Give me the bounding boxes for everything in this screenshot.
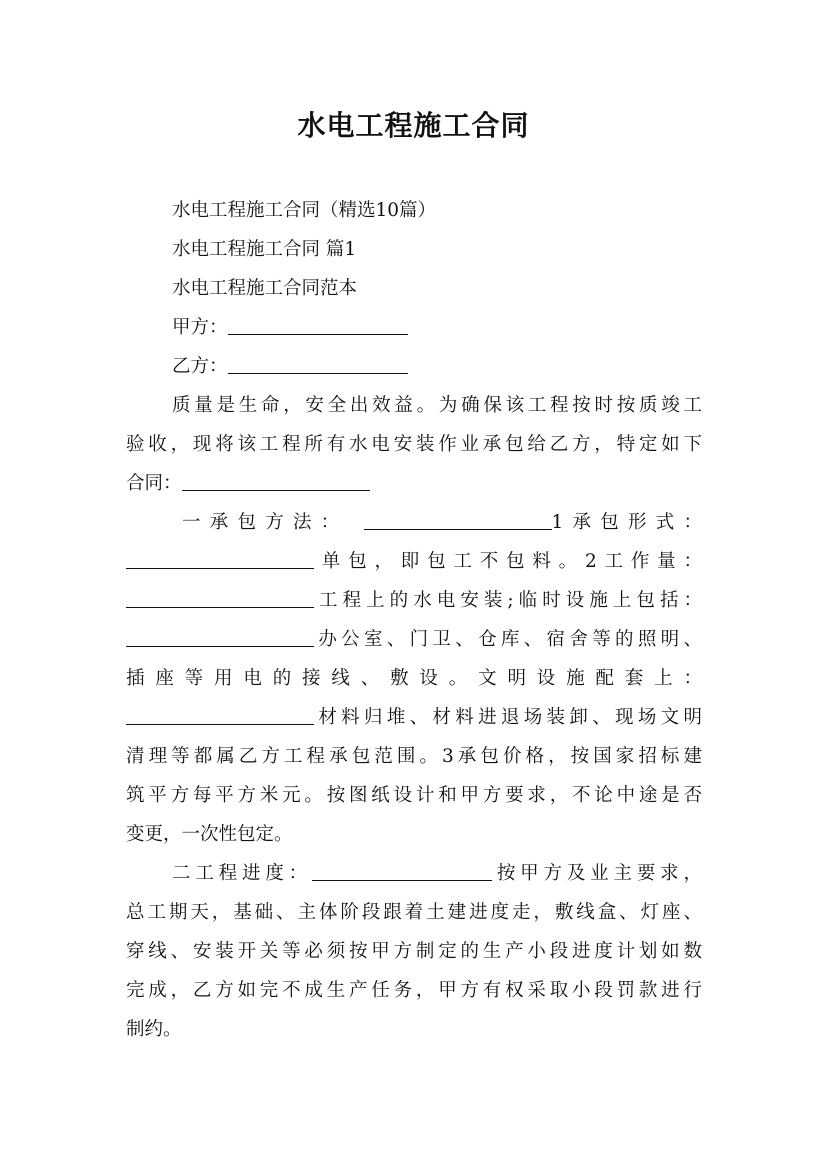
contract-heading: 水电工程施工合同范本 bbox=[172, 278, 358, 299]
contract-blank[interactable] bbox=[182, 472, 370, 491]
party-a-blank[interactable] bbox=[228, 316, 408, 335]
clause1-line bbox=[126, 628, 702, 652]
clause2-line: 完成，乙方如完不成生产任务，甲方有权采取小段罚款进行 bbox=[126, 980, 702, 1001]
clause1-text: 1承包形式： bbox=[551, 512, 702, 533]
document-title: 水电工程施工合同 bbox=[297, 109, 530, 142]
clause2-line: 穿线、安装开关等必须按甲方制定的生产小段进度计划如数 bbox=[126, 941, 702, 962]
clause2-line: 制约。 bbox=[126, 1019, 182, 1040]
intro-line-text: 合同： bbox=[126, 473, 182, 494]
form-blank[interactable] bbox=[126, 550, 314, 569]
party-a-label: 甲方： bbox=[172, 317, 228, 338]
party-b-label: 乙方： bbox=[172, 356, 228, 377]
party-a-line bbox=[172, 316, 702, 340]
clause1-line: 变更，一次性包定。 bbox=[126, 824, 293, 845]
party-b-blank[interactable] bbox=[228, 355, 408, 374]
clause2-text: 按甲方及业主要求， bbox=[492, 863, 702, 884]
clause1-text: 一承包方法： bbox=[182, 512, 349, 533]
workload-blank[interactable] bbox=[126, 589, 314, 608]
section-heading: 水电工程施工合同 篇1 bbox=[172, 239, 357, 260]
intro-line: 质量是生命，安全出效益。为确保该工程按时按质竣工 bbox=[172, 395, 702, 416]
clause1-line: 筑平方每平方米元。按图纸设计和甲方要求，不论中途是否 bbox=[126, 785, 702, 806]
schedule-blank[interactable] bbox=[312, 862, 492, 881]
intro-line: 验收，现将该工程所有水电安装作业承包给乙方，特定如下 bbox=[126, 434, 702, 455]
subtitle: 水电工程施工合同（精选10篇） bbox=[172, 200, 437, 221]
civilized-blank[interactable] bbox=[126, 706, 314, 725]
clause1-text: 材料归堆、材料进退场装卸、现场文明 bbox=[314, 707, 702, 728]
intro-line bbox=[126, 472, 702, 496]
clause2-text: 二工程进度： bbox=[172, 863, 312, 884]
clause1-text: 工程上的水电安装;临时设施上包括： bbox=[314, 590, 702, 611]
clause1-text: 办公室、门卫、仓库、宿舍等的照明、 bbox=[314, 629, 702, 650]
party-b-line bbox=[172, 355, 702, 379]
clause1-line bbox=[126, 706, 702, 730]
clause1-line bbox=[182, 511, 702, 535]
method-blank[interactable] bbox=[364, 511, 552, 530]
clause2-line bbox=[172, 862, 702, 886]
clause1-text: 单包，即包工不包料。2工作量： bbox=[314, 551, 702, 572]
temporary-blank[interactable] bbox=[126, 628, 314, 647]
clause1-line bbox=[126, 550, 702, 574]
clause1-line: 插座等用电的接线、敷设。文明设施配套上： bbox=[126, 668, 702, 689]
clause1-line bbox=[126, 589, 702, 613]
clause2-line: 总工期天，基础、主体阶段跟着土建进度走，敷线盒、灯座、 bbox=[126, 902, 702, 923]
clause1-line: 清理等都属乙方工程承包范围。3承包价格，按国家招标建 bbox=[126, 746, 702, 767]
